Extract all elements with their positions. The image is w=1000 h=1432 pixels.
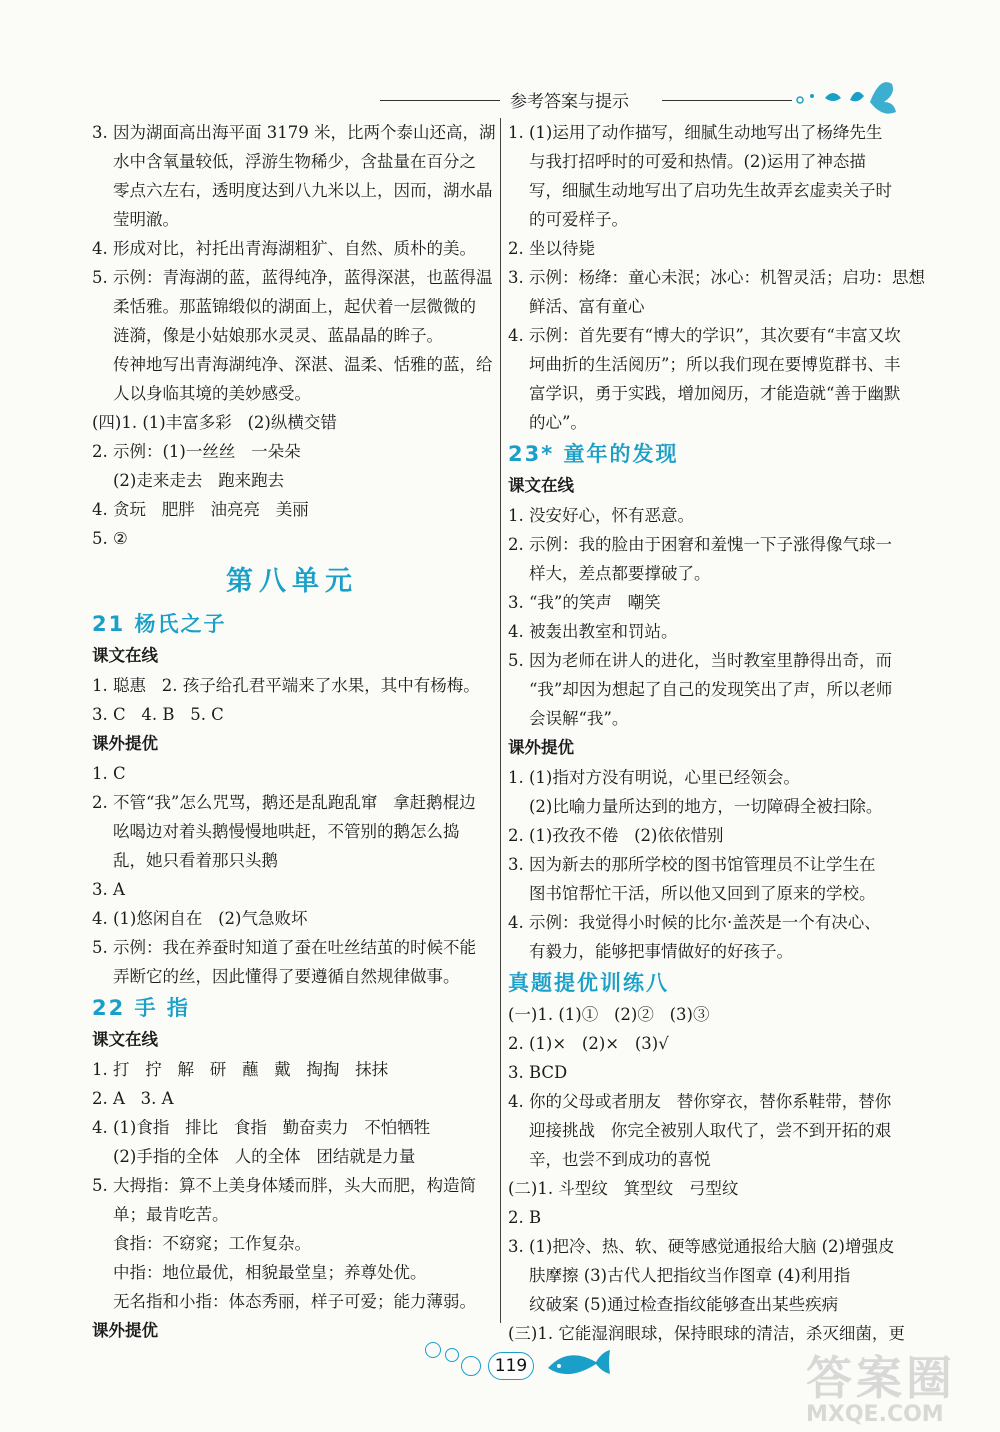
answer-line: (一)1. (1)① (2)② (3)③ bbox=[508, 1005, 710, 1024]
answer-line: 4. 被轰出教室和罚站。 bbox=[508, 622, 678, 641]
answer-line: 1. 聪惠 2. 孩子给孔君平端来了水果，其中有杨梅。 bbox=[92, 676, 480, 695]
answer-line: 3. 示例：杨绛：童心未泯；冰心：机智灵活；启功：思想 bbox=[508, 268, 925, 287]
answer-line: 纹破案 (5)通过检查指纹能够查出某些疾病 bbox=[508, 1295, 839, 1314]
answer-line: 4. 示例：我觉得小时候的比尔·盖茨是一个有决心、 bbox=[508, 913, 881, 932]
answer-line: 与我打招呼时的可爱和热情。(2)运用了神态描 bbox=[508, 152, 866, 171]
section-heading: 22 手 指 bbox=[92, 996, 190, 1020]
answer-line: 弄断它的丝，因此懂得了要遵循自然规律做事。 bbox=[92, 967, 460, 986]
answer-line: 2. (1)孜孜不倦 (2)依依惜别 bbox=[508, 826, 724, 845]
answer-line: 2. (1)× (2)× (3)√ bbox=[508, 1034, 669, 1053]
answer-line: “我”却因为想起了自己的发现笑出了声，所以老师 bbox=[508, 680, 893, 699]
answer-line: 2. 示例：(1)一丝丝 一朵朵 bbox=[92, 442, 301, 461]
answer-line: 4. 形成对比，衬托出青海湖粗犷、自然、质朴的美。 bbox=[92, 239, 476, 258]
answer-line: 传神地写出青海湖纯净、深湛、温柔、恬雅的蓝，给 bbox=[92, 355, 493, 374]
answer-line: 4. (1)悠闲自在 (2)气急败坏 bbox=[92, 909, 308, 928]
answer-line: 3. A bbox=[92, 880, 125, 899]
header-title: 参考答案与提示 bbox=[510, 92, 629, 112]
answer-line: (2)走来走去 跑来跑去 bbox=[92, 471, 285, 490]
answer-line: 柔恬雅。那蓝锦缎似的湖面上，起伏着一层微微的 bbox=[92, 297, 476, 316]
answer-line: 莹明澈。 bbox=[92, 210, 179, 229]
answer-line: 样大，差点都要撑破了。 bbox=[508, 564, 711, 583]
answer-line: (2)比喻力量所达到的地方，一切障碍全被扫除。 bbox=[508, 797, 883, 816]
answer-line: 3. 因为湖面高出海平面 3179 米，比两个泰山还高，湖 bbox=[92, 123, 496, 142]
subsection-heading: 课外提优 bbox=[508, 738, 574, 757]
answer-line: 有毅力，能够把事情做好的好孩子。 bbox=[508, 942, 793, 961]
answer-line: 的可爱样子。 bbox=[508, 210, 628, 229]
answer-line: (二)1. 斗型纹 箕型纹 弓型纹 bbox=[508, 1179, 739, 1198]
page-number: 119 bbox=[488, 1352, 534, 1380]
bubble-icon bbox=[445, 1348, 459, 1362]
watermark-logo bbox=[806, 1342, 986, 1427]
answer-line: 5. 示例：青海湖的蓝，蓝得纯净，蓝得深湛，也蓝得温 bbox=[92, 268, 493, 287]
answer-line: 5. 因为老师在讲人的进化，当时教室里静得出奇，而 bbox=[508, 651, 892, 670]
watermark-text: 答案圈 bbox=[806, 1351, 956, 1405]
answer-line: 2. 坐以待毙 bbox=[508, 239, 595, 258]
answer-line: (四)1. (1)丰富多彩 (2)纵横交错 bbox=[92, 413, 337, 432]
answer-line: (三)1. 它能湿润眼球，保持眼球的清洁，杀灭细菌，更 bbox=[508, 1324, 905, 1343]
answer-line: 2. A 3. A bbox=[92, 1089, 174, 1108]
left-column bbox=[92, 118, 496, 1346]
watermark-url: MXQE.COM bbox=[806, 1402, 944, 1427]
unit-title: 第八单元 bbox=[226, 566, 358, 597]
answer-line: 肤摩擦 (3)古代人把指纹当作图章 (4)利用指 bbox=[508, 1266, 851, 1285]
answer-line: 2. 示例：我的脸由于困窘和羞愧一下子涨得像气球一 bbox=[508, 535, 892, 554]
answer-line: 食指：不窈窕；工作复杂。 bbox=[92, 1234, 311, 1253]
answer-line: 的心”。 bbox=[508, 413, 587, 432]
answer-line: 图书馆帮忙干活，所以他又回到了原来的学校。 bbox=[508, 884, 876, 903]
answer-line: 4. 贪玩 肥胖 油亮亮 美丽 bbox=[92, 500, 309, 519]
bubble-icon bbox=[461, 1356, 481, 1376]
answer-line: (2)手指的全体 人的全体 团结就是力量 bbox=[92, 1147, 416, 1166]
answer-line: 1. 打 拧 解 研 蘸 戴 掏掏 抹抹 bbox=[92, 1060, 389, 1079]
answer-line: 4. (1)食指 排比 食指 勤奋卖力 不怕牺牲 bbox=[92, 1118, 431, 1137]
answer-line: 1. (1)运用了动作描写，细腻生动地写出了杨绛先生 bbox=[508, 123, 883, 142]
header-rule-right bbox=[662, 100, 792, 101]
page-footer bbox=[425, 1338, 635, 1398]
header-rule-left bbox=[380, 100, 500, 101]
answer-line: 乱，她只看着那只头鹅 bbox=[92, 851, 278, 870]
column-divider bbox=[500, 118, 501, 1323]
answer-line: 5. 示例：我在养蚕时知道了蚕在吐丝结茧的时候不能 bbox=[92, 938, 476, 957]
section-heading: 真题提优训练八 bbox=[508, 971, 669, 995]
answer-line: 水中含氧量较低，浮游生物稀少，含盐量在百分之 bbox=[92, 152, 476, 171]
subsection-heading: 课文在线 bbox=[508, 476, 574, 495]
answer-line: 无名指和小指：体态秀丽，样子可爱；能力薄弱。 bbox=[92, 1292, 476, 1311]
answer-line: 写，细腻生动地写出了启功先生故弄玄虚卖关子时 bbox=[508, 181, 892, 200]
butterfly-decoration-icon bbox=[790, 70, 910, 120]
right-column bbox=[508, 118, 925, 1348]
answer-line: 涟漪，像是小姑娘那水灵灵、蓝晶晶的眸子。 bbox=[92, 326, 443, 345]
subsection-heading: 课文在线 bbox=[92, 646, 158, 665]
answer-line: 中指：地位最优，相貌最堂皇；养尊处优。 bbox=[92, 1263, 427, 1282]
answer-line: 4. 你的父母或者朋友 替你穿衣，替你系鞋带，替你 bbox=[508, 1092, 892, 1111]
answer-line: 3. (1)把冷、热、软、硬等感觉通报给大脑 (2)增强皮 bbox=[508, 1237, 895, 1256]
answer-line: 坷曲折的生活阅历”；所以我们现在要博览群书、丰 bbox=[508, 355, 901, 374]
answer-line: 5. ② bbox=[92, 529, 128, 548]
answer-line: 2. B bbox=[508, 1208, 542, 1227]
section-heading: 23* 童年的发现 bbox=[508, 442, 679, 466]
bubble-icon bbox=[425, 1342, 441, 1358]
answer-line: 鲜活、富有童心 bbox=[508, 297, 645, 316]
section-heading: 21 杨氏之子 bbox=[92, 612, 227, 636]
fish-icon bbox=[543, 1346, 613, 1390]
answer-line: 3. 因为新去的那所学校的图书馆管理员不让学生在 bbox=[508, 855, 876, 874]
answer-line: 1. 没安好心，怀有恶意。 bbox=[508, 506, 694, 525]
answer-line: 富学识，勇于实践，增加阅历，才能造就“善于幽默 bbox=[508, 384, 901, 403]
answer-line: 人以身临其境的美妙感受。 bbox=[92, 384, 311, 403]
answer-line: 3. “我”的笑声 嘲笑 bbox=[508, 593, 661, 612]
answer-line: 1. C bbox=[92, 764, 126, 783]
answer-line: 3. C 4. B 5. C bbox=[92, 705, 224, 724]
answer-line: 会误解“我”。 bbox=[508, 709, 629, 728]
subsection-heading: 课外提优 bbox=[92, 734, 158, 753]
answer-line: 单；最肯吃苦。 bbox=[92, 1205, 229, 1224]
subsection-heading: 课文在线 bbox=[92, 1030, 158, 1049]
answer-line: 2. 不管“我”怎么咒骂，鹅还是乱跑乱窜 拿赶鹅棍边 bbox=[92, 793, 476, 812]
answer-line: 3. BCD bbox=[508, 1063, 568, 1082]
answer-line: 零点六左右，透明度达到八九米以上，因而，湖水晶 bbox=[92, 181, 493, 200]
subsection-heading: 课外提优 bbox=[92, 1321, 158, 1340]
answer-line: 4. 示例：首先要有“博大的学识”，其次要有“丰富又坎 bbox=[508, 326, 901, 345]
answer-line: 迎接挑战 你完全被别人取代了，尝不到开拓的艰 bbox=[508, 1121, 892, 1140]
answer-line: 辛，也尝不到成功的喜悦 bbox=[508, 1150, 711, 1169]
answer-line: 1. (1)指对方没有明说，心里已经领会。 bbox=[508, 768, 800, 787]
answer-line: 5. 大拇指：算不上美身体矮而胖，头大而肥，构造简 bbox=[92, 1176, 476, 1195]
answer-line: 吆喝边对着头鹅慢慢地哄赶，不管别的鹅怎么捣 bbox=[92, 822, 460, 841]
